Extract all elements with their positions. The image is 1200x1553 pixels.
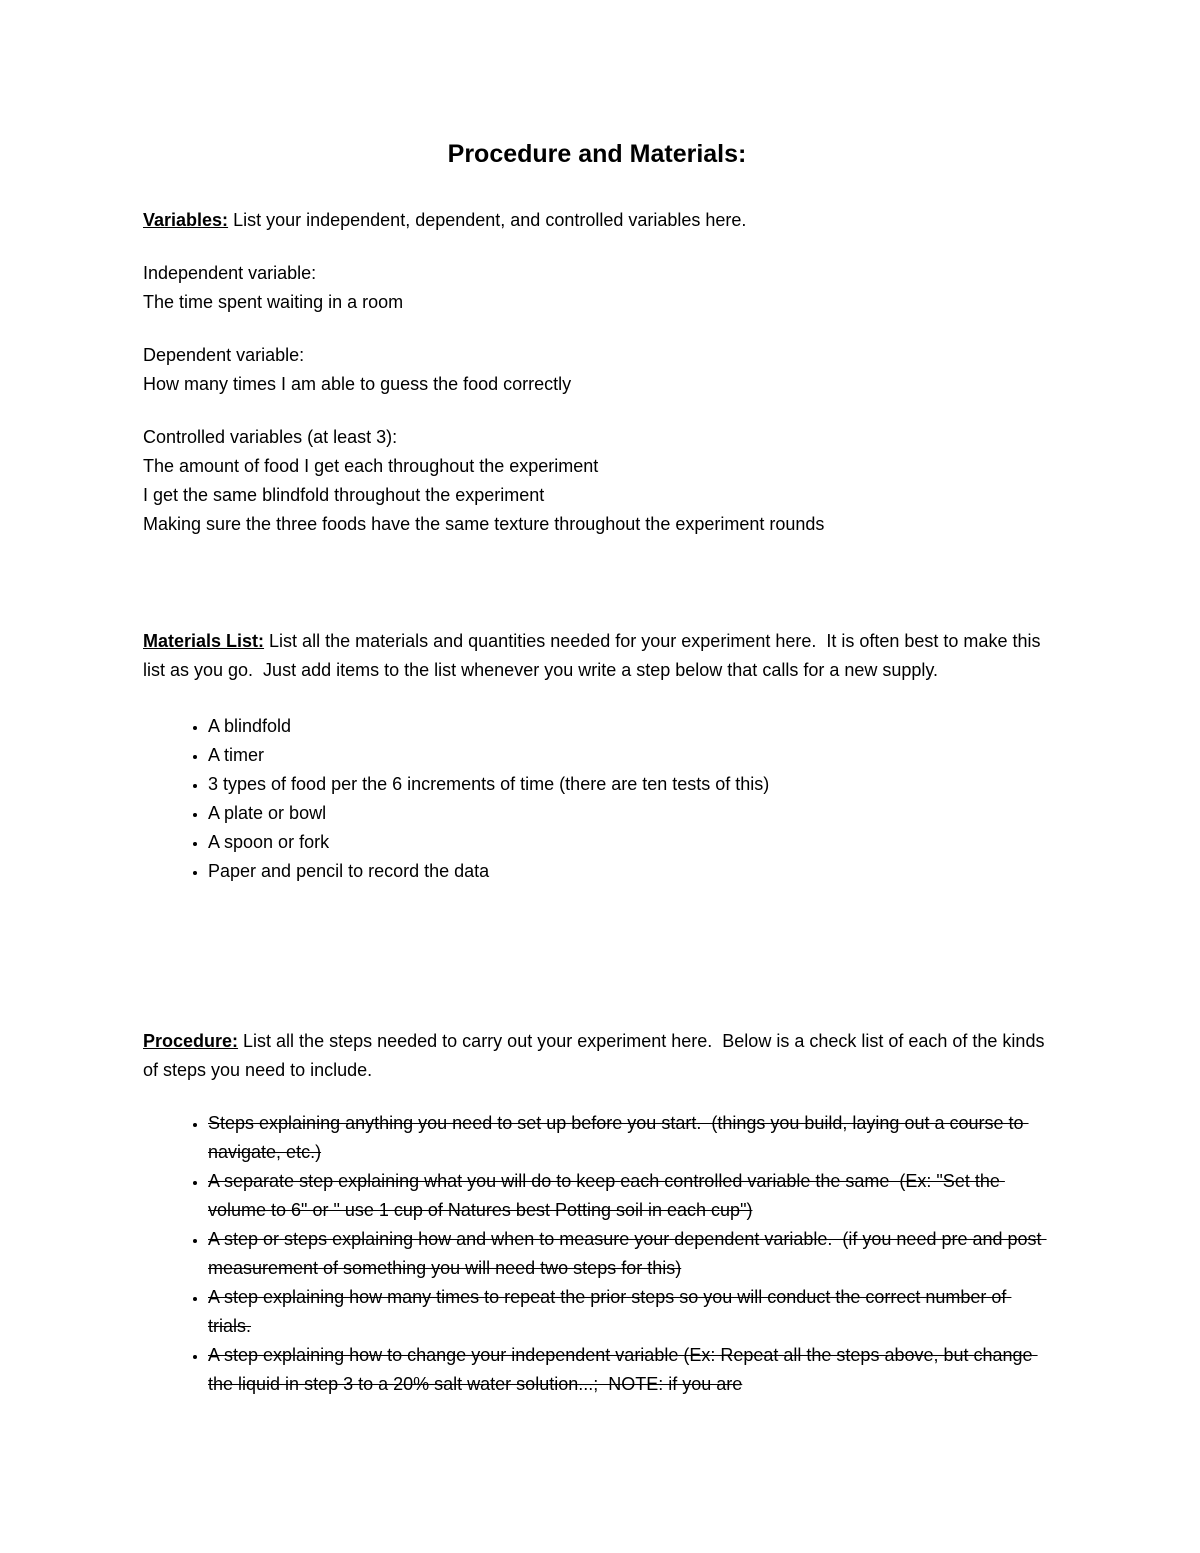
dependent-variable-heading: Dependent variable: xyxy=(143,345,305,365)
materials-section-lead xyxy=(143,627,1051,685)
procedure-item-text-struck: A step or steps explaining how and when to measure your dependent variable. (if you need pre and post measurement of something you will need two steps for this) xyxy=(208,1229,1047,1278)
controlled-variable-value: Making sure the three foods have the same texture throughout the experiment rounds xyxy=(143,514,825,534)
procedure-item-text-struck: A separate step explaining what you will do to keep each controlled variable the same (Ex: "Set the volume to 6" or " use 1 cup of Natures best Potting soil in each cup") xyxy=(208,1171,1005,1220)
materials-item xyxy=(208,799,1051,828)
independent-variable-heading: Independent variable: xyxy=(143,263,317,283)
independent-variable-group xyxy=(143,259,1051,317)
procedure-checklist-item xyxy=(208,1225,1051,1283)
materials-item-text: 3 types of food per the 6 increments of time (there are ten tests of this) xyxy=(208,774,770,794)
dependent-variable-group xyxy=(143,341,1051,399)
procedure-checklist-item xyxy=(208,1283,1051,1341)
materials-item xyxy=(208,741,1051,770)
variables-section-lead xyxy=(143,206,1051,235)
materials-label: Materials List: xyxy=(143,631,265,651)
procedure-lead-text: List all the steps needed to carry out your experiment here. Below is a check list of each of the kinds of steps you need to include. xyxy=(143,1031,1050,1080)
page-title: Procedure and Materials: xyxy=(447,140,747,168)
materials-item xyxy=(208,828,1051,857)
materials-item-text: A blindfold xyxy=(208,716,292,736)
materials-item-text: A spoon or fork xyxy=(208,832,330,852)
procedure-item-text-struck: A step explaining how many times to repeat the prior steps so you will conduct the correct number of trials. xyxy=(208,1287,1012,1336)
procedure-section-lead xyxy=(143,1027,1051,1085)
materials-lead-text: List all the materials and quantities needed for your experiment here. It is often best to make this list as you go. Just add items to the list whenever you write a step below that calls for a new supply. xyxy=(143,631,1046,680)
variables-lead-text: List your independent, dependent, and controlled variables here. xyxy=(228,210,747,230)
materials-list xyxy=(143,712,1051,886)
procedure-item-text-struck: Steps explaining anything you need to set up before you start. (things you build, laying out a course to navigate, etc.) xyxy=(208,1113,1029,1162)
controlled-variables-group xyxy=(143,423,1051,539)
materials-item xyxy=(208,770,1051,799)
procedure-checklist-item xyxy=(208,1109,1051,1167)
procedure-checklist-item xyxy=(208,1341,1051,1399)
materials-item xyxy=(208,857,1051,886)
procedure-checklist xyxy=(143,1109,1051,1399)
independent-variable-value: The time spent waiting in a room xyxy=(143,292,404,312)
controlled-variable-value: I get the same blindfold throughout the experiment xyxy=(143,485,545,505)
variables-label: Variables: xyxy=(143,210,229,230)
procedure-label: Procedure: xyxy=(143,1031,239,1051)
materials-item-text: Paper and pencil to record the data xyxy=(208,861,490,881)
materials-item-text: A plate or bowl xyxy=(208,803,327,823)
controlled-variables-heading: Controlled variables (at least 3): xyxy=(143,427,398,447)
dependent-variable-value: How many times I am able to guess the food correctly xyxy=(143,374,572,394)
materials-item xyxy=(208,712,1051,741)
procedure-item-text-struck: A step explaining how to change your independent variable (Ex: Repeat all the steps above, but change the liquid in step 3 to a 20% salt water solution...; NOTE: if you are xyxy=(208,1345,1038,1394)
controlled-variable-value: The amount of food I get each throughout the experiment xyxy=(143,456,599,476)
procedure-checklist-item xyxy=(208,1167,1051,1225)
materials-item-text: A timer xyxy=(208,745,265,765)
